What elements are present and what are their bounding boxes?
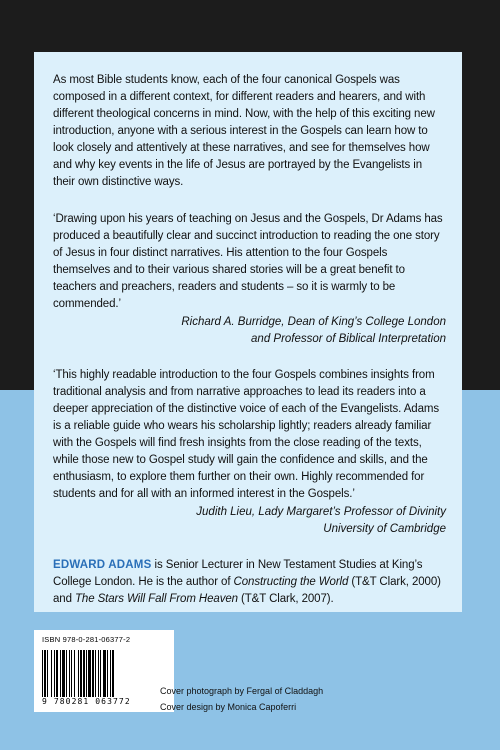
- design-credit: Cover design by Monica Capoferri: [160, 702, 297, 712]
- barcode-bar: [114, 650, 115, 700]
- author-bio: [53, 557, 446, 608]
- cover-credits: [160, 683, 323, 715]
- author-book-1: Constructing the World: [233, 576, 349, 588]
- author-book-2: The Stars Will Fall From Heaven: [74, 593, 238, 605]
- endorsement-attribution-2: [53, 504, 446, 538]
- endorsement-quote-2: ‘This highly readable introduction to the four Gospels combines insights from traditional analysis and from narrative approaches to lead its readers into a deeper appreciation of the distinctive voice of each of the Evangelists. Adams is a reliable guide who wears his scholarship lightly; readers already familiar with the Gospels will find fresh insights from the close reading of the texts, while those new to Gospel study will gain the confidence and skills, and the enthusiasm, to explore them further on their own. Highly recommended for students and for all with an informed interest in the Gospels.’: [53, 369, 439, 500]
- endorser-name-2: Judith Lieu, Lady Margaret’s Professor of Divinity: [196, 506, 446, 518]
- author-bio-text-2: (T&T Clark, 2000) and: [53, 576, 441, 605]
- author-bio-text-3: (T&T Clark, 2007).: [237, 593, 334, 605]
- endorser-role-1: and Professor of Biblical Interpretation: [251, 333, 446, 345]
- author-name: EDWARD ADAMS: [53, 559, 152, 571]
- barcode-box: [34, 630, 174, 712]
- text-panel: [34, 52, 462, 612]
- barcode-digits: 9 780281 063772: [42, 697, 166, 706]
- endorser-name-1: Richard A. Burridge, Dean of King’s College London: [181, 316, 446, 328]
- isbn-label: ISBN 978-0-281-06377-2: [42, 635, 131, 644]
- endorsement-attribution-1: [53, 314, 446, 348]
- barcode-bars: [42, 648, 166, 700]
- book-blurb: As most Bible students know, each of the four canonical Gospels was composed in a different context, for different readers and hearers, and with different theological concerns in mind. Now, with the help of this exciting new introduction, anyone with a serious interest in the Gospels can learn how to look closely and attentively at these narratives, and see for themselves how and why key events in the life of Jesus are portrayed by the Evangelists in their own distinctive ways.: [53, 74, 435, 188]
- photo-credit: Cover photograph by Fergal of Claddagh: [160, 686, 324, 696]
- author-bio-text-1: is Senior Lecturer in New Testament Studies at King’s College London. He is the author of: [53, 559, 423, 588]
- endorsement-quote-1: ‘Drawing upon his years of teaching on Jesus and the Gospels, Dr Adams has produced a beautifully clear and succinct introduction to reading the one story of Jesus in four distinct narratives. His attention to the four Gospels themselves and to their various shared stories will be a great benefit to teachers and preachers, readers and students – so it is warmly to be commended.’: [53, 213, 443, 310]
- endorser-role-2: University of Cambridge: [323, 523, 446, 535]
